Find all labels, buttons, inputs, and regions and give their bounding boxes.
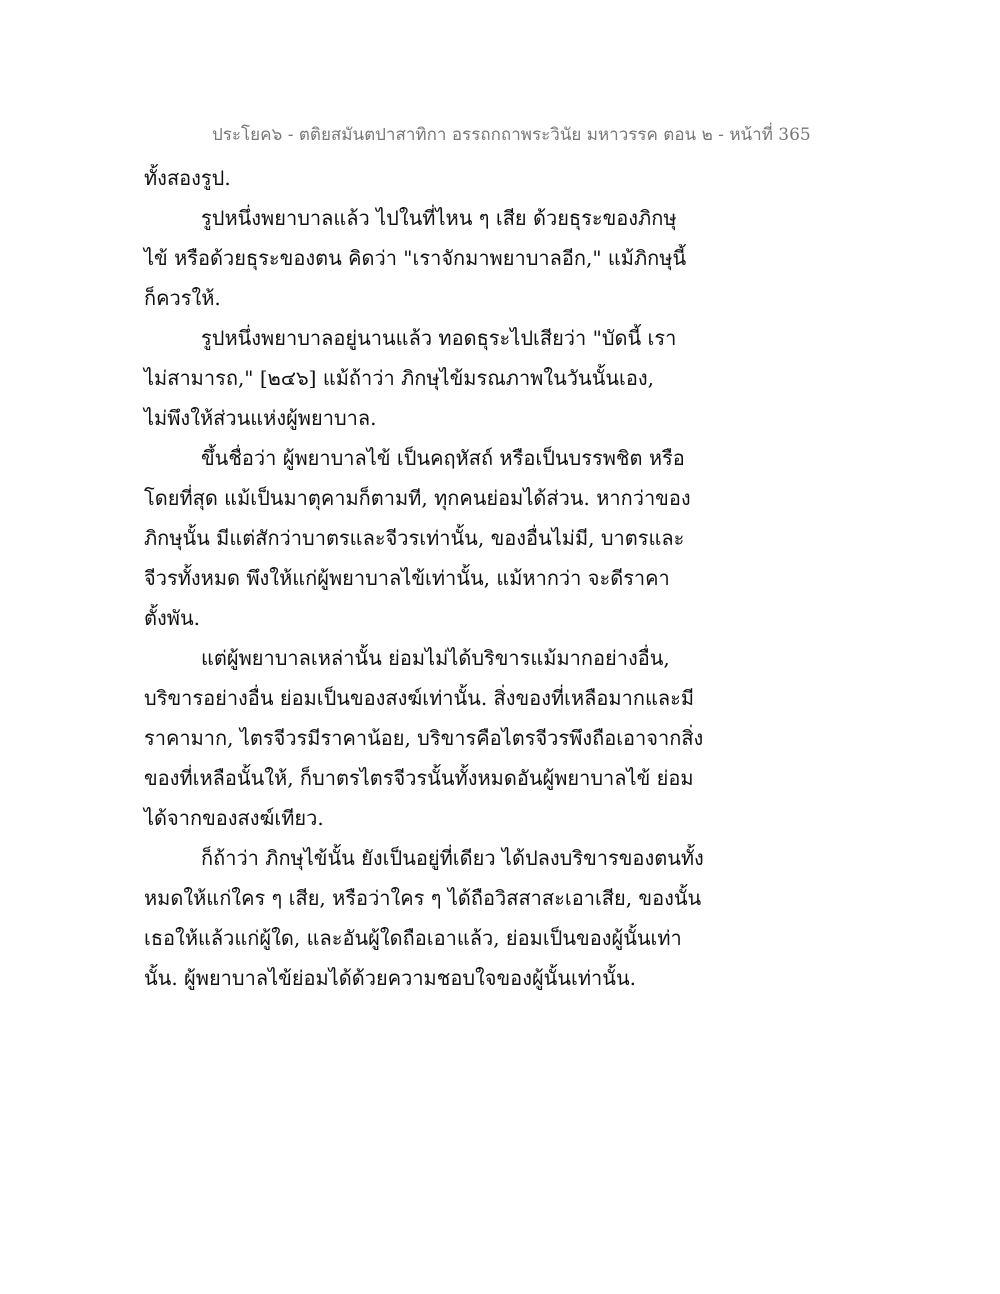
text-line: เธอให้แล้วแก่ผู้ใด, และอันผู้ใดถือเอาแล้ว, ย่อมเป็นของผู้นั้นเท่า <box>144 926 682 950</box>
text-line: นั้น. ผู้พยาบาลไข้ย่อมได้ด้วยความชอบใจของผู้นั้นเท่านั้น. <box>144 966 636 990</box>
text-line: ได้จากของสงฆ์เทียว. <box>144 806 324 830</box>
text-line: ไม่พึงให้ส่วนแห่งผู้พยาบาล. <box>144 406 377 430</box>
text-line: ราคามาก, ไตรจีวรมีราคาน้อย, บริขารคือไตรจีวรพึงถือเอาจากสิ่ง <box>144 726 704 750</box>
running-header: ประโยค๖ - ตติยสมันตปาสาทิกา อรรถกถาพระวินัย มหาวรรค ตอน ๒ - หน้าที่ 365 <box>212 125 811 145</box>
text-line: ทั้งสองรูป. <box>144 166 231 190</box>
text-line: บริขารอย่างอื่น ย่อมเป็นของสงฆ์เท่านั้น. สิ่งของที่เหลือมากและมี <box>144 686 695 710</box>
text-line: ก็ถ้าว่า ภิกษุไข้นั้น ยังเป็นอยู่ที่เดียว ได้ปลงบริขารของตนทั้ง <box>201 846 704 870</box>
text-line: ไข้ หรือด้วยธุระของตน คิดว่า "เราจักมาพยาบาลอีก," แม้ภิกษุนี้ <box>144 246 687 270</box>
text-line: รูปหนึ่งพยาบาลอยู่นานแล้ว ทอดธุระไปเสียว่า "บัดนี้ เรา <box>201 326 677 350</box>
page-body <box>144 158 704 998</box>
text-line: ก็ควรให้. <box>144 286 221 310</box>
text-line: หมดให้แก่ใคร ๆ เสีย, หรือว่าใคร ๆ ได้ถือวิสสาสะเอาเสีย, ของนั้น <box>144 886 702 910</box>
text-line: จีวรทั้งหมด พึงให้แก่ผู้พยาบาลไข้เท่านั้น, แม้หากว่า จะดีราคา <box>144 566 670 590</box>
text-line: ภิกษุนั้น มีแต่สักว่าบาตรและจีวรเท่านั้น, ของอื่นไม่มี, บาตรและ <box>144 526 685 550</box>
text-line: ไม่สามารถ," [๒๔๖] แม้ถ้าว่า ภิกษุไข้มรณภาพในวันนั้นเอง, <box>144 366 655 390</box>
text-line: โดยที่สุด แม้เป็นมาตุคามก็ตามที, ทุกคนย่อมได้ส่วน. หากว่าของ <box>144 486 691 510</box>
text-line: ขึ้นชื่อว่า ผู้พยาบาลไข้ เป็นคฤหัสถ์ หรือเป็นบรรพชิต หรือ <box>201 446 685 470</box>
text-line: รูปหนึ่งพยาบาลแล้ว ไปในที่ไหน ๆ เสีย ด้วยธุระของภิกษุ <box>201 206 677 230</box>
text-line: แต่ผู้พยาบาลเหล่านั้น ย่อมไม่ได้บริขารแม้มากอย่างอื่น, <box>201 646 670 670</box>
text-line: ของที่เหลือนั้นให้, ก็บาตรไตรจีวรนั้นทั้งหมดอันผู้พยาบาลไข้ ย่อม <box>144 766 694 790</box>
text-line: ตั้งพัน. <box>144 606 200 630</box>
